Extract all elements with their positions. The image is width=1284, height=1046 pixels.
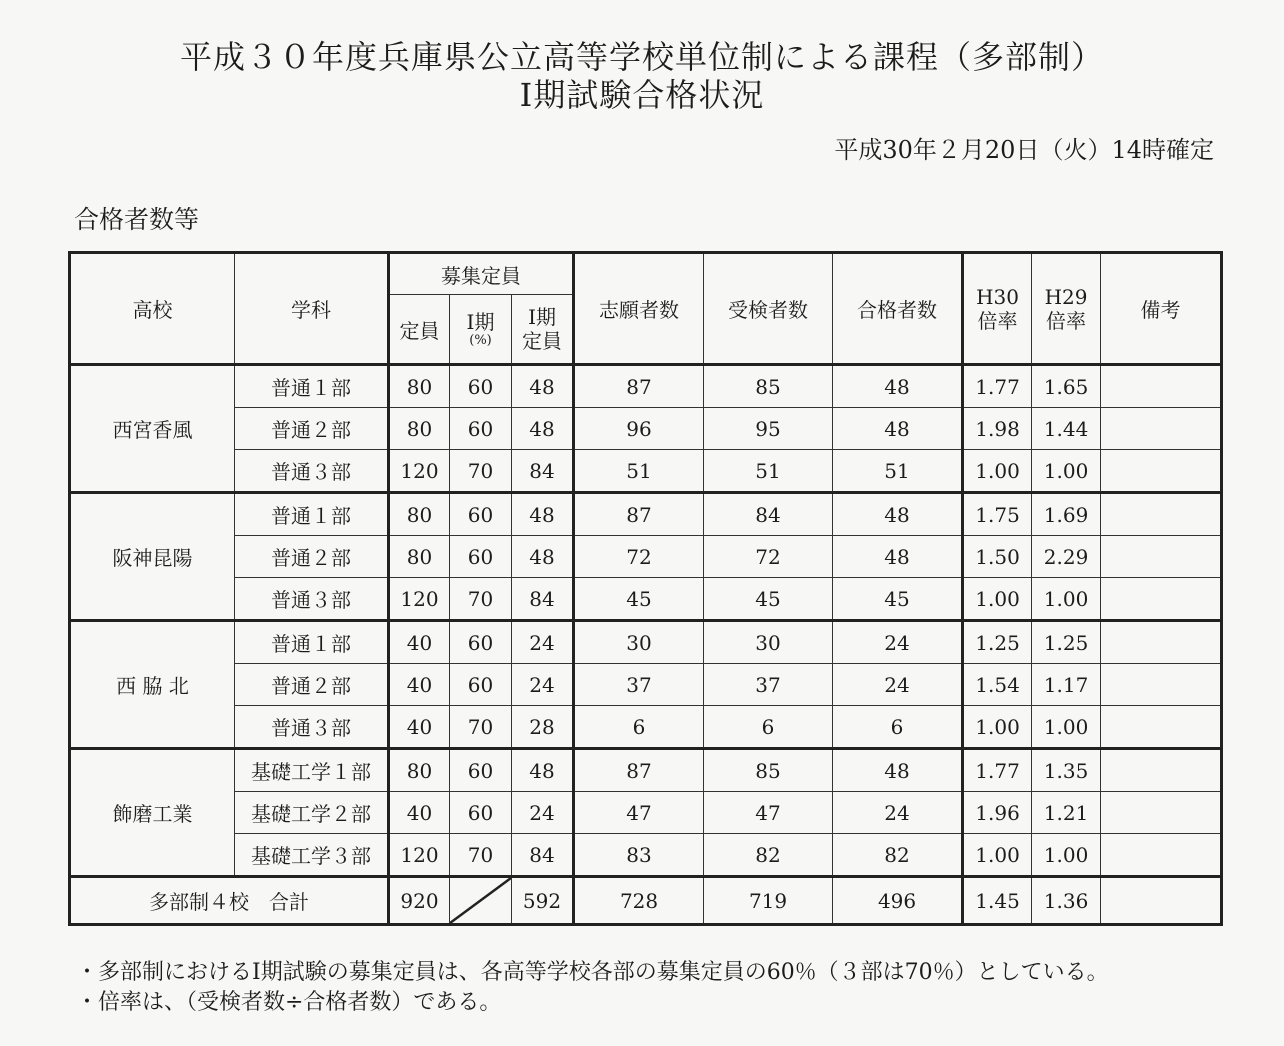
total-examinees: 719 — [704, 877, 833, 925]
dept-cell: 基礎工学３部 — [235, 834, 389, 877]
phase-capacity-cell: 24 — [512, 664, 574, 706]
school-name: 阪神昆陽 — [70, 493, 235, 621]
phase-pct-cell: 70 — [450, 578, 512, 621]
table-row — [70, 450, 1222, 493]
capacity-cell: 40 — [389, 664, 450, 706]
header-phase-capacity: Ⅰ期 定員 — [512, 295, 574, 365]
h29-ratio-cell: 1.00 — [1032, 834, 1101, 877]
capacity-cell: 40 — [389, 706, 450, 749]
h30-ratio-cell: 1.00 — [963, 578, 1032, 621]
total-phase-capacity: 592 — [512, 877, 574, 925]
h30-ratio-cell: 1.00 — [963, 834, 1032, 877]
h30-ratio-cell: 1.54 — [963, 664, 1032, 706]
results-table — [68, 251, 1223, 926]
school-name: 飾磨工業 — [70, 749, 235, 877]
header-applicants: 志願者数 — [574, 253, 704, 365]
remarks-cell — [1101, 493, 1222, 536]
remarks-cell — [1101, 621, 1222, 664]
passers-cell: 51 — [833, 450, 963, 493]
school-name: 西宮香風 — [70, 365, 235, 493]
passers-cell: 48 — [833, 365, 963, 408]
dept-cell: 普通３部 — [235, 450, 389, 493]
table-row — [70, 664, 1222, 706]
dept-cell: 普通２部 — [235, 536, 389, 578]
capacity-cell: 80 — [389, 536, 450, 578]
phase-capacity-cell: 48 — [512, 536, 574, 578]
passers-cell: 6 — [833, 706, 963, 749]
examinees-cell: 85 — [704, 749, 833, 792]
passers-cell: 48 — [833, 493, 963, 536]
phase-pct-cell: 60 — [450, 493, 512, 536]
total-h29: 1.36 — [1032, 877, 1101, 925]
phase-capacity-cell: 28 — [512, 706, 574, 749]
applicants-cell: 45 — [574, 578, 704, 621]
h29-ratio-cell: 1.21 — [1032, 792, 1101, 834]
h30-ratio-cell: 1.75 — [963, 493, 1032, 536]
total-label: 多部制４校 合計 — [70, 877, 389, 925]
h29-ratio-cell: 1.17 — [1032, 664, 1101, 706]
header-capacity: 定員 — [389, 295, 450, 365]
phase-pct-cell: 60 — [450, 664, 512, 706]
passers-cell: 45 — [833, 578, 963, 621]
capacity-cell: 40 — [389, 792, 450, 834]
remarks-cell — [1101, 578, 1222, 621]
applicants-cell: 51 — [574, 450, 704, 493]
phase-capacity-cell: 24 — [512, 792, 574, 834]
h29-ratio-cell: 1.25 — [1032, 621, 1101, 664]
capacity-cell: 80 — [389, 493, 450, 536]
passers-cell: 48 — [833, 749, 963, 792]
phase-pct-cell: 60 — [450, 536, 512, 578]
h29-ratio-cell: 1.00 — [1032, 578, 1101, 621]
school-name: 西 脇 北 — [70, 621, 235, 749]
applicants-cell: 72 — [574, 536, 704, 578]
table-row — [70, 834, 1222, 877]
h29-ratio-cell: 1.00 — [1032, 450, 1101, 493]
table-row — [70, 792, 1222, 834]
remarks-cell — [1101, 408, 1222, 450]
examinees-cell: 47 — [704, 792, 833, 834]
passers-cell: 24 — [833, 664, 963, 706]
applicants-cell: 87 — [574, 365, 704, 408]
phase-capacity-cell: 48 — [512, 365, 574, 408]
examinees-cell: 51 — [704, 450, 833, 493]
dept-cell: 普通３部 — [235, 706, 389, 749]
phase-pct-cell: 60 — [450, 749, 512, 792]
h29-ratio-cell: 1.69 — [1032, 493, 1101, 536]
capacity-cell: 40 — [389, 621, 450, 664]
phase-capacity-cell: 48 — [512, 408, 574, 450]
phase-pct-cell: 70 — [450, 706, 512, 749]
remarks-cell — [1101, 450, 1222, 493]
table-row — [70, 749, 1222, 792]
section-label: 合格者数等 — [74, 205, 200, 234]
capacity-cell: 80 — [389, 408, 450, 450]
phase-pct-cell: 60 — [450, 621, 512, 664]
phase-capacity-cell: 48 — [512, 493, 574, 536]
applicants-cell: 37 — [574, 664, 704, 706]
passers-cell: 82 — [833, 834, 963, 877]
h30-ratio-cell: 1.00 — [963, 450, 1032, 493]
applicants-cell: 96 — [574, 408, 704, 450]
h30-ratio-cell: 1.96 — [963, 792, 1032, 834]
applicants-cell: 87 — [574, 749, 704, 792]
h30-ratio-cell: 1.98 — [963, 408, 1032, 450]
table-row — [70, 706, 1222, 749]
remarks-cell — [1101, 749, 1222, 792]
header-examinees: 受検者数 — [704, 253, 833, 365]
capacity-cell: 120 — [389, 834, 450, 877]
passers-cell: 48 — [833, 536, 963, 578]
examinees-cell: 72 — [704, 536, 833, 578]
applicants-cell: 87 — [574, 493, 704, 536]
remarks-cell — [1101, 706, 1222, 749]
h30-ratio-cell: 1.00 — [963, 706, 1032, 749]
phase-pct-cell: 60 — [450, 408, 512, 450]
remarks-cell — [1101, 664, 1222, 706]
total-applicants: 728 — [574, 877, 704, 925]
total-capacity: 920 — [389, 877, 450, 925]
examinees-cell: 84 — [704, 493, 833, 536]
total-h30: 1.45 — [963, 877, 1032, 925]
passers-cell: 48 — [833, 408, 963, 450]
footnote-2: ・倍率は、（受検者数÷合格者数）である。 — [76, 990, 502, 1015]
h29-ratio-cell: 1.65 — [1032, 365, 1101, 408]
capacity-cell: 80 — [389, 365, 450, 408]
examinees-cell: 37 — [704, 664, 833, 706]
footnote-1: ・多部制におけるⅠ期試験の募集定員は、各高等学校各部の募集定員の60％（３部は70％）としている。 — [76, 960, 1109, 985]
table-row — [70, 536, 1222, 578]
h29-ratio-cell: 1.00 — [1032, 706, 1101, 749]
capacity-cell: 80 — [389, 749, 450, 792]
h29-ratio-cell: 2.29 — [1032, 536, 1101, 578]
header-recruit-group: 募集定員 — [389, 253, 574, 295]
confirmed-date: 平成30年２月20日（火）14時確定 — [834, 136, 1214, 164]
table-row — [70, 408, 1222, 450]
phase-capacity-cell: 48 — [512, 749, 574, 792]
applicants-cell: 6 — [574, 706, 704, 749]
phase-capacity-cell: 84 — [512, 450, 574, 493]
footnotes — [76, 958, 1109, 1018]
header-dept: 学科 — [235, 253, 389, 365]
phase-pct-cell: 70 — [450, 834, 512, 877]
table-row — [70, 578, 1222, 621]
phase-capacity-cell: 84 — [512, 578, 574, 621]
h30-ratio-cell: 1.50 — [963, 536, 1032, 578]
table-row — [70, 365, 1222, 408]
phase-pct-cell: 60 — [450, 365, 512, 408]
header-h29-ratio: H29 倍率 — [1032, 253, 1101, 365]
table-row — [70, 621, 1222, 664]
examinees-cell: 95 — [704, 408, 833, 450]
dept-cell: 普通２部 — [235, 664, 389, 706]
applicants-cell: 83 — [574, 834, 704, 877]
capacity-cell: 120 — [389, 450, 450, 493]
header-school: 高校 — [70, 253, 235, 365]
examinees-cell: 6 — [704, 706, 833, 749]
remarks-cell — [1101, 834, 1222, 877]
dept-cell: 普通１部 — [235, 365, 389, 408]
header-remarks: 備考 — [1101, 253, 1222, 365]
applicants-cell: 30 — [574, 621, 704, 664]
remarks-cell — [1101, 365, 1222, 408]
total-passers: 496 — [833, 877, 963, 925]
total-pct-empty — [450, 877, 512, 925]
h30-ratio-cell: 1.25 — [963, 621, 1032, 664]
examinees-cell: 30 — [704, 621, 833, 664]
examinees-cell: 85 — [704, 365, 833, 408]
dept-cell: 基礎工学１部 — [235, 749, 389, 792]
dept-cell: 普通３部 — [235, 578, 389, 621]
passers-cell: 24 — [833, 792, 963, 834]
examinees-cell: 45 — [704, 578, 833, 621]
examinees-cell: 82 — [704, 834, 833, 877]
total-remarks — [1101, 877, 1222, 925]
phase-capacity-cell: 24 — [512, 621, 574, 664]
dept-cell: 普通１部 — [235, 621, 389, 664]
dept-cell: 普通１部 — [235, 493, 389, 536]
phase-capacity-cell: 84 — [512, 834, 574, 877]
phase-pct-cell: 70 — [450, 450, 512, 493]
table-row — [70, 493, 1222, 536]
remarks-cell — [1101, 536, 1222, 578]
h29-ratio-cell: 1.35 — [1032, 749, 1101, 792]
dept-cell: 普通２部 — [235, 408, 389, 450]
total-row — [70, 877, 1222, 925]
passers-cell: 24 — [833, 621, 963, 664]
dept-cell: 基礎工学２部 — [235, 792, 389, 834]
remarks-cell — [1101, 792, 1222, 834]
header-h30-ratio: H30 倍率 — [963, 253, 1032, 365]
diagonal-slash — [450, 878, 511, 923]
h30-ratio-cell: 1.77 — [963, 365, 1032, 408]
phase-pct-cell: 60 — [450, 792, 512, 834]
h30-ratio-cell: 1.77 — [963, 749, 1032, 792]
document-subtitle: Ⅰ期試験合格状況 — [519, 76, 765, 114]
applicants-cell: 47 — [574, 792, 704, 834]
header-phase-pct: Ⅰ期 (%) — [450, 295, 512, 365]
document-title: 平成３０年度兵庫県公立高等学校単位制による課程（多部制） — [179, 38, 1104, 76]
h29-ratio-cell: 1.44 — [1032, 408, 1101, 450]
header-passers: 合格者数 — [833, 253, 963, 365]
capacity-cell: 120 — [389, 578, 450, 621]
